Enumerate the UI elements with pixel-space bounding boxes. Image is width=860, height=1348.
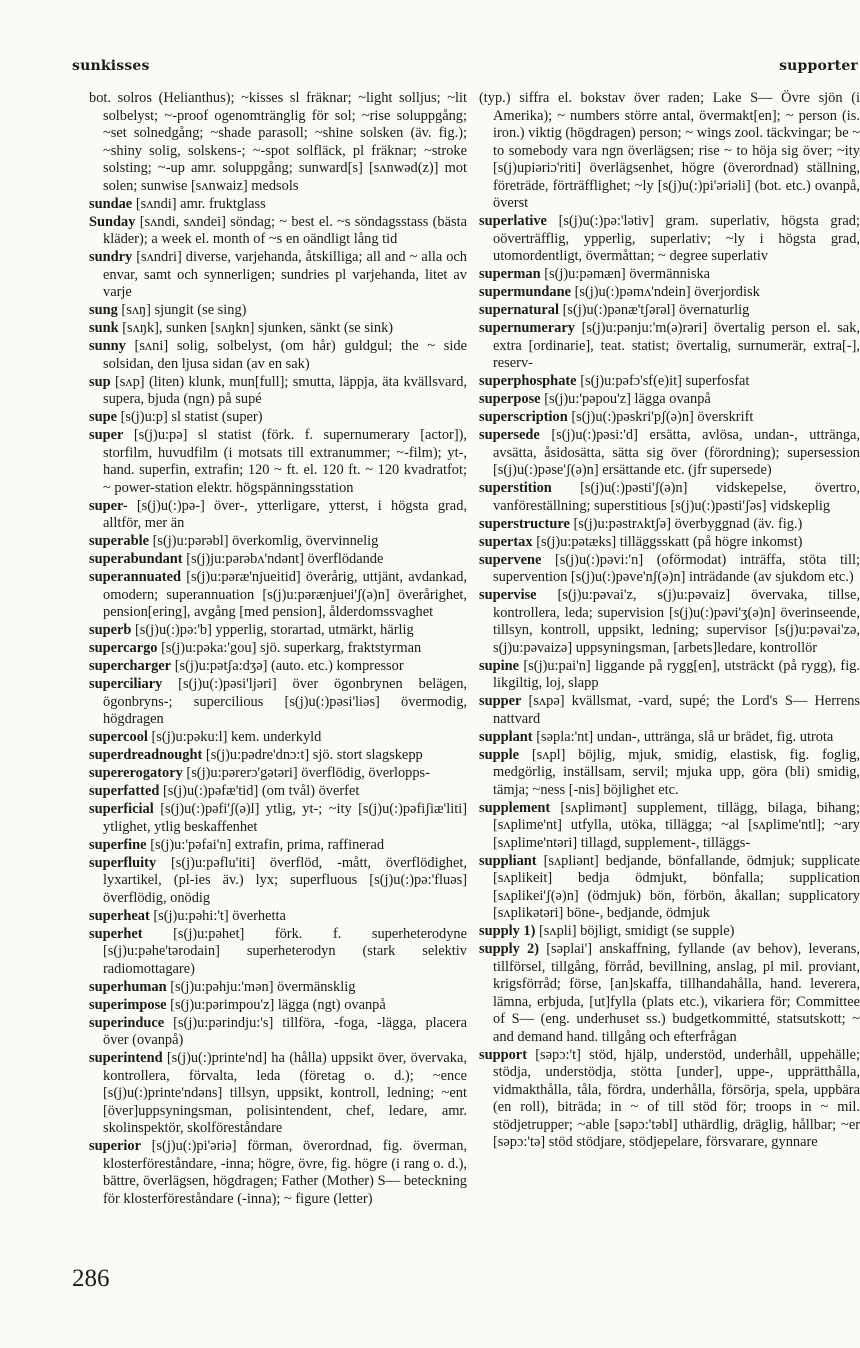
entry-definition: (typ.) siffra el. bokstav över raden; Lake S— Övre sjön (i Amerika); ~ numbers större antal, övermakt[en]; ~ person (is. iron.) viktig (högdragen) person; ~ wings zool. täckvingar; be ~ to somebody vara ngn överlägsen; rise ~ to höja sig över; ~ity [s(j)upiəriɔ'riti] överlägsenhet, högre (överordnad) ställning, företräde, förträfflighet; ~ly [s(j)u(:)pi'əriəli] (bot. etc.) ovanpå, överst (479, 90, 860, 211)
entry-headword: supertax (479, 533, 533, 550)
entry-headword: superhet (89, 925, 143, 942)
dictionary-entry (479, 552, 860, 587)
entry-definition: [s(j)u:'pəfai'n] extrafin, prima, raffinerad (150, 836, 385, 853)
entry-definition: [sʌndri] diverse, varjehanda, åtskilliga; all and ~ alla och envar, samt och synnerligen; sundries pl varjehanda, litet av varje (103, 249, 467, 300)
dictionary-entry (479, 729, 860, 747)
dictionary-entry (479, 658, 860, 693)
dictionary-entry (479, 391, 860, 409)
entry-definition: [səpɔ:'t] stöd, hjälp, understöd, underhåll, uppehälle; stödja, understödja, stötta [under], uppe-, upprätthålla, vidmakthålla, tåla, fördra, underhålla, försörja, spela, uppbära (en roll), biträda; in ~ of till stöd för; troops in ~ mil. stödjetrupper; ~able [səpɔ:'təbl] uthärdlig, dräglig, hållbar; ~er [səpɔ:'tə] stöd stödjare, stödjepelare, försvarare, gynnare (493, 1046, 860, 1150)
entry-definition: bot. solros (Helianthus); ~kisses sl fräknar; ~light solljus; ~lit solbelyst; ~-proof ogenomtränglig för sol; ~rise soluppgång; ~set solnedgång; ~shade parasoll; ~shine solsken (äv. fig.); ~shiny solig, solskens-; ~-spot solfläck, pl fräknar; ~stroke solsting; ~-up amr. soluppgång; sunward[s] [sʌnwəd(z)] mot solen; sunwise [sʌnwaiz] medsols (89, 90, 467, 194)
dictionary-entry (89, 676, 467, 729)
dictionary-entry (479, 941, 860, 1046)
dictionary-entry (89, 908, 467, 926)
dictionary-entry (479, 1047, 860, 1152)
entry-headword: supine (479, 657, 519, 674)
entry-definition: [s(j)u(:)pəvi:'n] (oförmodat) inträffa, stöta till; supervention [s(j)u(:)pəve'nʃ(ə)n] inträdande (av sjukdom etc.) (493, 551, 860, 585)
entry-definition: [s(j)u:pai'n] liggande på rygg[en], utsträckt (på rygg), fig. likgiltig, loj, slapp (493, 657, 860, 691)
entry-definition: [sʌplimənt] supplement, tillägg, bilaga, bihang; [sʌplime'nt] utfylla, utöka, tillägga; ~al [sʌplime'ntl]; ~ary [sʌplime'ntəri] tillagd, supplement-, tilläggs- (493, 799, 860, 851)
entry-headword: superfine (89, 836, 147, 853)
entry-headword: supercharger (89, 658, 172, 674)
dictionary-entry (89, 729, 467, 747)
entry-headword: sundae (89, 195, 133, 212)
entry-definition: [s(j)u:pəræ'njueitid] överårig, uttjänt, avdankad, omodern; superannuation [s(j)u:pərænjuei'ʃ(ə)n] överårighet, pension[ering], avgång [med pension], ålderdomssvaghet (103, 569, 467, 620)
entry-definition: [s(j)u(:)pə:'lətiv] gram. superlativ, högsta grad; oöverträfflig, ypperlig, superlativ; ~ly i högsta grad, utomordentligt, övermåttan; ~ degree superlativ (493, 213, 860, 264)
entry-definition: [sʌp] (liten) klunk, mun[full]; smutta, läppja, äta kvällsvard, supera, bjuda (ngn) på supé (103, 373, 467, 407)
dictionary-entry (89, 801, 467, 836)
entry-headword: superable (89, 533, 149, 549)
dictionary-entry (479, 853, 860, 923)
entry-headword: super- (89, 497, 128, 514)
dictionary-entry (89, 498, 467, 533)
dictionary-entry (89, 855, 467, 908)
dictionary-entry (479, 213, 860, 266)
entry-headword: supermundane (479, 284, 571, 300)
dictionary-entry (89, 747, 467, 765)
entry-headword: supply 1) (479, 923, 536, 939)
entry-headword: superhuman (89, 978, 167, 995)
dictionary-entry (89, 409, 467, 427)
entry-headword: supply 2) (479, 941, 540, 957)
entry-definition: [səpla:'nt] undan-, uttränga, slå ur brädet, fig. utrota (536, 728, 834, 745)
entry-definition: [s(j)u:pəmæn] övermänniska (544, 266, 711, 282)
entry-definition: [sʌndi] amr. fruktglass (135, 195, 266, 212)
dictionary-entry (89, 302, 467, 320)
entry-headword: supple (479, 746, 519, 763)
entry-headword: superintend (89, 1050, 163, 1066)
entry-headword: supercargo (89, 640, 158, 656)
entry-headword: supervise (479, 587, 537, 603)
entry-headword: sunk (89, 320, 119, 336)
entry-headword: superscription (479, 409, 568, 425)
entry-headword: superman (479, 266, 541, 282)
dictionary-entry (89, 1015, 467, 1050)
dictionary-entry (479, 302, 860, 320)
dictionary-entry (89, 1050, 467, 1138)
dictionary-entry (89, 1138, 467, 1208)
entry-headword: superlative (479, 213, 547, 229)
entry-definition: [s(j)u(:)pəsi'ljəri] över ögonbrynen belägen, ögonbryns-; supercilious [s(j)u(:)pəsi'liəs] övermodig, högdragen (103, 676, 467, 727)
dictionary-entry (89, 622, 467, 640)
entry-definition: [s(j)u(:)pəfæ'tid] (om tvål) överfet (162, 783, 360, 799)
entry-definition: [s(j)u(:)pə:'b] ypperlig, storartad, utmärkt, härlig (135, 622, 414, 638)
entry-headword: superfluity (89, 854, 157, 871)
entry-definition: [s(j)u:pəflu'iti] överflöd, -mått, överflödighet, lyxartikel, (pl-ies äv.) lyx; superfluous [s(j)u(:)pə:'fluəs] överflödig, onödig (103, 854, 467, 906)
entry-definition: [sʌpə] kvällsmat, -vard, supé; the Lord's S— Herrens nattvard (493, 693, 860, 727)
page-number: 286 (72, 1265, 110, 1292)
dictionary-entry (89, 837, 467, 855)
dictionary-entry (479, 534, 860, 552)
entry-definition: [s(j)u:pəhet] förk. f. superheterodyne [s(j)u:pəhe'tərodain] superheterodyn (stark selektiv radiomottagare) (103, 925, 467, 977)
entry-headword: superdreadnought (89, 747, 203, 763)
entry-headword: supplant (479, 728, 533, 745)
entry-definition: [sʌndi, sʌndei] söndag; ~ best el. ~s söndagsstass (bästa kläder); a week el. month of ~s en oändligt lång tid (103, 213, 467, 247)
entry-definition: [s(j)u:pədre'dnɔ:t] sjö. stort slagskepp (205, 747, 423, 763)
dictionary-entry (479, 747, 860, 800)
entry-definition: [s(j)u(:)pi'əriə] förman, överordnad, fig. överman, klosterföreståndare, -inna; högre, övre, fig. högre (i rang o. d.), bättre, överlägsen, högdragen; Father (Mother) S— beteckning för klosterföreståndare (-inna); ~ figure (letter) (103, 1138, 467, 1207)
dictionary-entry (479, 284, 860, 302)
entry-headword: superficial (89, 801, 154, 817)
dictionary-entry (479, 90, 860, 213)
entry-headword: supe (89, 409, 117, 425)
entry-headword: superabundant (89, 551, 183, 567)
entry-headword: superb (89, 622, 132, 638)
entry-definition: [s(j)u:pəhi:'t] överhetta (153, 907, 286, 924)
dictionary-entry (479, 427, 860, 480)
entry-headword: superfatted (89, 783, 160, 799)
entry-headword: Sunday (89, 213, 136, 230)
right-column (479, 90, 860, 1152)
dictionary-entry (89, 427, 467, 497)
entry-definition: [sʌpl] böjlig, mjuk, smidig, elastisk, fig. foglig, medgörlig, inställsam, servil; mjuka upp, göra (bli) smidig, tämja; ~ness [-nis] böjlighet etc. (493, 746, 860, 798)
entry-headword: supercool (89, 729, 148, 745)
dictionary-entry (89, 926, 467, 979)
dictionary-entry (479, 373, 860, 391)
entry-definition: [s(j)u:pərindju:'s] tillföra, -foga, -lägga, placera över (ovanpå) (103, 1014, 467, 1048)
entry-headword: super (89, 427, 124, 443)
entry-definition: [s(j)u:pəhju:'mən] övermänsklig (170, 978, 356, 995)
entry-definition: [s(j)u(:)pəsti'ʃ(ə)n] vidskepelse, övertro, vanföreställning; superstitious [s(j)u(:)pəsti'ʃəs] vidskeplig (493, 480, 860, 514)
entry-headword: superciliary (89, 676, 163, 692)
entry-definition: [s(j)u:pəvai'z, s(j)u:pəvaiz] övervaka, tillse, kontrollera, leda; supervision [s(j)u(:)pəvi'ʒ(ə)n] överinseende, tillsyn, kontroll, uppsikt, ledning; supervisor [s(j)u:pəvai'zə, s(j)u:pəvaizə] uppsyningsman, [arbets]ledare, kontrollör (493, 587, 860, 656)
entry-headword: supplement (479, 799, 551, 816)
dictionary-entry (89, 640, 467, 658)
entry-definition: [s(j)u(:)pəfi'ʃ(ə)l] ytlig, yt-; ~ity [s(j)u(:)pəfiʃiæ'liti] ytlighet, ytlig beskaffenhet (103, 801, 468, 835)
entry-definition: [s(j)u:pəfɔ'sf(e)it] superfosfat (580, 373, 750, 389)
dictionary-entry (479, 320, 860, 373)
left-column (89, 90, 467, 1209)
entry-definition: [s(j)u:pə] sl statist (förk. f. supernumerary [actor]), storfilm, huvudfilm (i motsats till extranummer; ~-film); yt-, hand. superfin, extrafin; 120 ~ ft. el. 120 ft. ~ 120 kvadratfot; ~ power-station elektr. högspänningsstation (103, 427, 467, 496)
entry-definition: [s(j)u(:)pə-] över-, ytterligare, ytterst, i högsta grad, alltför, mer än (103, 497, 467, 531)
dictionary-entry (479, 409, 860, 427)
entry-definition: [s(j)u:'pəpou'z] lägga ovanpå (544, 391, 711, 407)
entry-headword: supersede (479, 427, 540, 443)
entry-headword: superheat (89, 907, 150, 924)
entry-definition: [s(j)u(:)pəskri'pʃ(ə)n] överskrift (571, 409, 754, 425)
entry-headword: superimpose (89, 996, 167, 1013)
entry-definition: [sʌpli] böjligt, smidigt (se supple) (539, 923, 735, 939)
entry-headword: superstition (479, 480, 552, 496)
dictionary-entry (89, 320, 467, 338)
entry-headword: sundry (89, 249, 133, 265)
entry-definition: [sʌŋ] sjungit (se sing) (121, 302, 247, 318)
entry-headword: superstructure (479, 515, 570, 532)
entry-definition: [s(j)u:p] sl statist (super) (120, 409, 263, 425)
entry-definition: [s(j)u:pəku:l] kem. underkyld (151, 729, 322, 745)
entry-definition: [s(j)u:pəstrʌktʃə] överbyggnad (äv. fig.) (573, 515, 803, 532)
entry-definition: [s(j)u:pərəbl] överkomlig, övervinnelig (152, 533, 379, 549)
entry-definition: [s(j)u(:)printe'nd] ha (hålla) uppsikt över, övervaka, kontrollera, förvalta, leda (företag o. d.); ~ence [s(j)u(:)printe'ndəns] tillsyn, uppsikt, kontroll, ledning; ~ent [över]uppsyningsman, polisintendent, chef, ledare, amr. skolinspektör, skolföreståndare (103, 1050, 467, 1136)
entry-headword: supper (479, 693, 522, 709)
guide-word-left: sunkisses (72, 58, 150, 74)
dictionary-entry (89, 551, 467, 569)
entry-definition: [s(j)u(:)pənæ'tʃərəl] övernaturlig (562, 302, 750, 318)
guide-word-right: supporter (779, 58, 858, 74)
entry-headword: superinduce (89, 1014, 165, 1031)
dictionary-entry (89, 533, 467, 551)
dictionary-entry (479, 516, 860, 534)
entry-headword: superphosphate (479, 373, 577, 389)
entry-headword: superannuated (89, 569, 181, 585)
dictionary-entry (89, 979, 467, 997)
entry-headword: supernumerary (479, 320, 575, 336)
entry-definition: [s(j)u:pəka:'gou] sjö. superkarg, fraktstyrman (161, 640, 422, 656)
dictionary-entry (89, 997, 467, 1015)
dictionary-entry (89, 783, 467, 801)
entry-headword: supervene (479, 551, 542, 568)
entry-headword: sung (89, 302, 118, 318)
dictionary-entry (89, 765, 467, 783)
entry-headword: sunny (89, 338, 126, 354)
dictionary-entry (89, 374, 467, 409)
entry-definition: [s(j)u:pənju:'m(ə)rəri] övertalig person el. sak, extra [ordinarie], teat. statist; övertalig, surnumerär, extra[-], reserv- (493, 320, 860, 371)
entry-headword: support (479, 1046, 527, 1063)
dictionary-entry (89, 90, 467, 195)
entry-definition: [s(j)u:pətæks] tilläggsskatt (på högre inkomst) (536, 533, 803, 550)
entry-definition: [səplai'] anskaffning, fyllande (av behov), leverans, tillförsel, tillgång, förråd, bevillning, anslag, pl mil. proviant, krigsförråd; förse, [an]skaffa, tillhandahålla, hand. leverera, lämna, erbjuda, [ut]fylla (plats etc.), vikariera för; Committee of S— (eng. underhuset ss.) budgetkommitté, statsutskott; ~ and demand hand. tillgång och efterfrågan (493, 941, 860, 1045)
dictionary-entry (89, 214, 467, 249)
dictionary-entry (89, 569, 467, 622)
dictionary-entry (89, 338, 467, 373)
entry-definition: [sʌni] solig, solbelyst, (om hår) guldgul; the ~ side solsidan, den ljusa sidan (av en sak) (103, 338, 467, 372)
entry-definition: [s(j)ju:pərəbʌ'ndənt] överflödande (186, 551, 384, 567)
dictionary-entry (479, 800, 860, 853)
dictionary-entry (479, 480, 860, 515)
entry-definition: [s(j)u(:)pəsi:'d] ersätta, avlösa, undan-, uttränga, avsätta, åsidosätta, sätta sig över (förordning); supersession [s(j)u(:)pəse'ʃ(ə)n] ersättande etc. (jfr supersede) (493, 427, 860, 478)
entry-headword: supernatural (479, 302, 559, 318)
entry-definition: [sʌŋk], sunken [sʌŋkn] sjunken, sänkt (se sink) (122, 320, 394, 336)
entry-definition: [s(j)u(:)pəmʌ'ndein] överjordisk (574, 284, 760, 300)
dictionary-entry (89, 658, 467, 676)
dictionary-entry (479, 693, 860, 728)
entry-headword: superpose (479, 391, 541, 407)
entry-headword: supererogatory (89, 765, 183, 781)
entry-definition: [s(j)u:pətʃa:dʒə] (auto. etc.) kompressor (174, 658, 404, 674)
entry-definition: [sʌpliənt] bedjande, bönfallande, ödmjuk; supplicate [sʌplikeit] bedja ödmjukt, bönfalla; supplication [sʌplikei'ʃ(ə)n] (ödmjuk) bön, förbön, åkallan; supplicatory [sʌplikətəri] böne-, bedjande, ödmjuk (493, 852, 860, 921)
dictionary-entry (89, 196, 467, 214)
dictionary-entry (479, 587, 860, 657)
entry-headword: superior (89, 1138, 141, 1154)
entry-definition: [s(j)u:pərimpou'z] lägga (ngt) ovanpå (170, 996, 386, 1013)
entry-definition: [s(j)u:pərerɔ'gətəri] överflödig, överlopps- (186, 765, 430, 781)
entry-headword: suppliant (479, 852, 537, 869)
entry-headword: sup (89, 373, 111, 390)
dictionary-entry (89, 249, 467, 302)
dictionary-entry (479, 923, 860, 941)
dictionary-entry (479, 266, 860, 284)
